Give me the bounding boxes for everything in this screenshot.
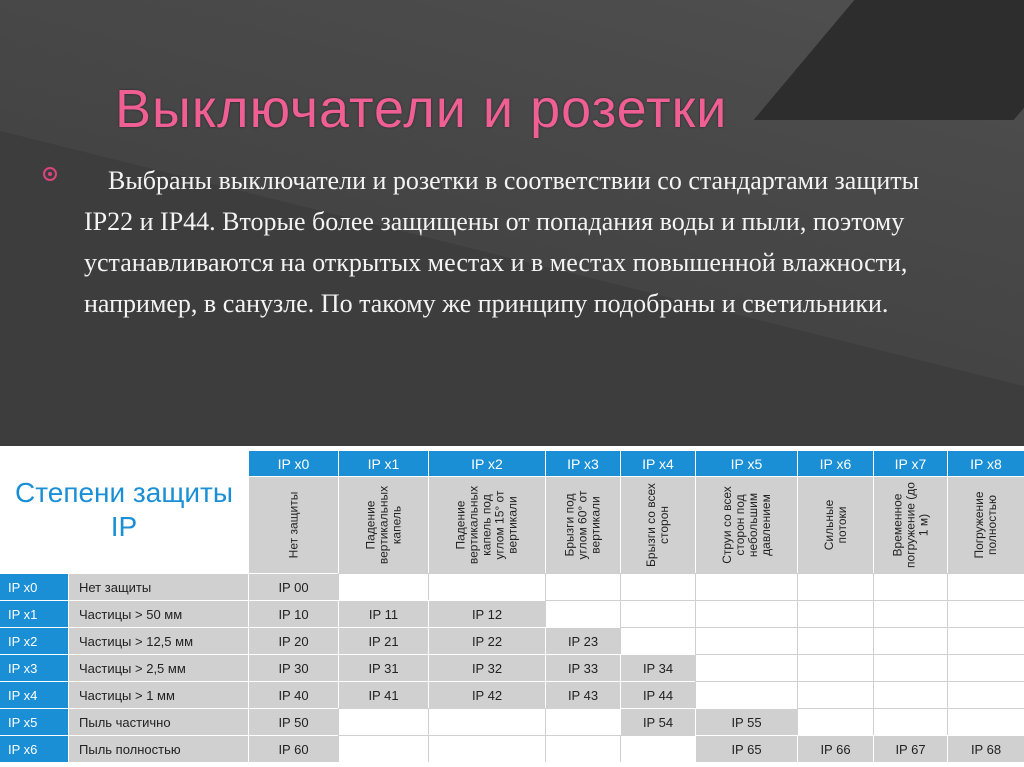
column-description <box>797 476 873 573</box>
table-cell <box>428 735 545 762</box>
table-cell: IP 31 <box>338 654 428 681</box>
row-label: Частицы > 1 мм <box>68 681 248 708</box>
table-cell <box>695 573 797 600</box>
column-description-text: Падение вертикальных капель <box>363 485 403 565</box>
table-cell: IP 32 <box>428 654 545 681</box>
table-cell <box>695 600 797 627</box>
table-cell <box>947 654 1024 681</box>
table-cell <box>797 681 873 708</box>
column-description-text: Падение вертикальных капель под углом 15° от вертикали <box>453 485 520 565</box>
column-description-text: Погружение полностью <box>972 491 999 559</box>
table-cell <box>947 681 1024 708</box>
row-label: Частицы > 50 мм <box>68 600 248 627</box>
row-label: Пыль частично <box>68 708 248 735</box>
column-description <box>545 476 620 573</box>
table-cell <box>428 708 545 735</box>
table-cell: IP 41 <box>338 681 428 708</box>
table-cell <box>695 681 797 708</box>
row-label: Нет защиты <box>68 573 248 600</box>
table-cell <box>545 708 620 735</box>
column-description <box>947 476 1024 573</box>
table-cell <box>873 573 947 600</box>
table-cell: IP 33 <box>545 654 620 681</box>
table-cell: IP 44 <box>620 681 695 708</box>
table-cell <box>545 735 620 762</box>
table-cell <box>947 708 1024 735</box>
row-code: IP x2 <box>0 627 68 654</box>
table-cell <box>947 627 1024 654</box>
table-cell <box>695 627 797 654</box>
table-cell <box>338 735 428 762</box>
row-code: IP x3 <box>0 654 68 681</box>
column-description <box>338 476 428 573</box>
column-code: IP x0 <box>248 451 338 476</box>
column-code: IP x7 <box>873 451 947 476</box>
row-label: Частицы > 12,5 мм <box>68 627 248 654</box>
column-code: IP x8 <box>947 451 1024 476</box>
column-code: IP x2 <box>428 451 545 476</box>
column-code: IP x3 <box>545 451 620 476</box>
column-description <box>428 476 545 573</box>
table-cell: IP 68 <box>947 735 1024 762</box>
column-code: IP x6 <box>797 451 873 476</box>
table-cell: IP 30 <box>248 654 338 681</box>
table-cell: IP 67 <box>873 735 947 762</box>
table-cell <box>620 573 695 600</box>
table-title: Степени защиты IP <box>15 476 233 542</box>
table-cell: IP 55 <box>695 708 797 735</box>
table-cell <box>947 573 1024 600</box>
column-description-text: Струи со всех сторон под небольшим давлением <box>719 486 773 564</box>
table-cell: IP 11 <box>338 600 428 627</box>
table-cell <box>695 654 797 681</box>
column-description <box>695 476 797 573</box>
table-cell: IP 60 <box>248 735 338 762</box>
table-cell: IP 34 <box>620 654 695 681</box>
column-description <box>248 476 338 573</box>
row-label: Пыль полностью <box>68 735 248 762</box>
row-label: Частицы > 2,5 мм <box>68 654 248 681</box>
row-code: IP x4 <box>0 681 68 708</box>
column-description <box>873 476 947 573</box>
column-code: IP x1 <box>338 451 428 476</box>
column-description-text: Временное погружение (до 1 м) <box>890 482 930 568</box>
table-cell: IP 10 <box>248 600 338 627</box>
row-code: IP x6 <box>0 735 68 762</box>
table-cell <box>797 573 873 600</box>
row-code: IP x0 <box>0 573 68 600</box>
table-cell: IP 12 <box>428 600 545 627</box>
table-cell <box>797 708 873 735</box>
table-cell: IP 65 <box>695 735 797 762</box>
table-cell: IP 43 <box>545 681 620 708</box>
table-cell <box>545 573 620 600</box>
table-cell: IP 22 <box>428 627 545 654</box>
table-cell <box>428 573 545 600</box>
table-cell: IP 40 <box>248 681 338 708</box>
table-cell <box>620 627 695 654</box>
column-description-text: Брызги под углом 60° от вертикали <box>562 490 603 560</box>
table-cell <box>873 627 947 654</box>
table-cell <box>545 600 620 627</box>
column-code: IP x5 <box>695 451 797 476</box>
table-cell <box>338 573 428 600</box>
table-cell <box>620 600 695 627</box>
table-cell <box>797 627 873 654</box>
table-cell: IP 00 <box>248 573 338 600</box>
table-cell: IP 50 <box>248 708 338 735</box>
table-cell: IP 20 <box>248 627 338 654</box>
table-cell: IP 54 <box>620 708 695 735</box>
column-code: IP x4 <box>620 451 695 476</box>
table-cell: IP 21 <box>338 627 428 654</box>
slide-body-text: Выбраны выключатели и розетки в соответствии со стандартами защиты IP22 и IP44. Вторые более защищены от попадания воды и пыли, поэтому устанавливаются на открытых местах и в местах повышенной влажности, например, в санузле. По такому же принципу подобраны и светильники. <box>84 166 920 318</box>
table-cell <box>947 600 1024 627</box>
table-cell: IP 66 <box>797 735 873 762</box>
ip-protection-table <box>0 446 1024 767</box>
table-cell: IP 42 <box>428 681 545 708</box>
row-code: IP x1 <box>0 600 68 627</box>
table-cell <box>873 600 947 627</box>
table-cell <box>797 600 873 627</box>
column-description-text: Брызги со всех сторон <box>644 483 671 567</box>
column-description-text: Сильные потоки <box>821 499 849 551</box>
column-description <box>620 476 695 573</box>
table-cell <box>620 735 695 762</box>
table-cell: IP 23 <box>545 627 620 654</box>
table-cell <box>797 654 873 681</box>
column-description-text: Нет защиты <box>286 491 300 559</box>
table-cell <box>338 708 428 735</box>
table-cell <box>873 681 947 708</box>
bullet-icon <box>43 167 57 181</box>
table-cell <box>873 654 947 681</box>
row-code: IP x5 <box>0 708 68 735</box>
slide-title: Выключатели и розетки <box>115 79 728 139</box>
table-cell <box>873 708 947 735</box>
